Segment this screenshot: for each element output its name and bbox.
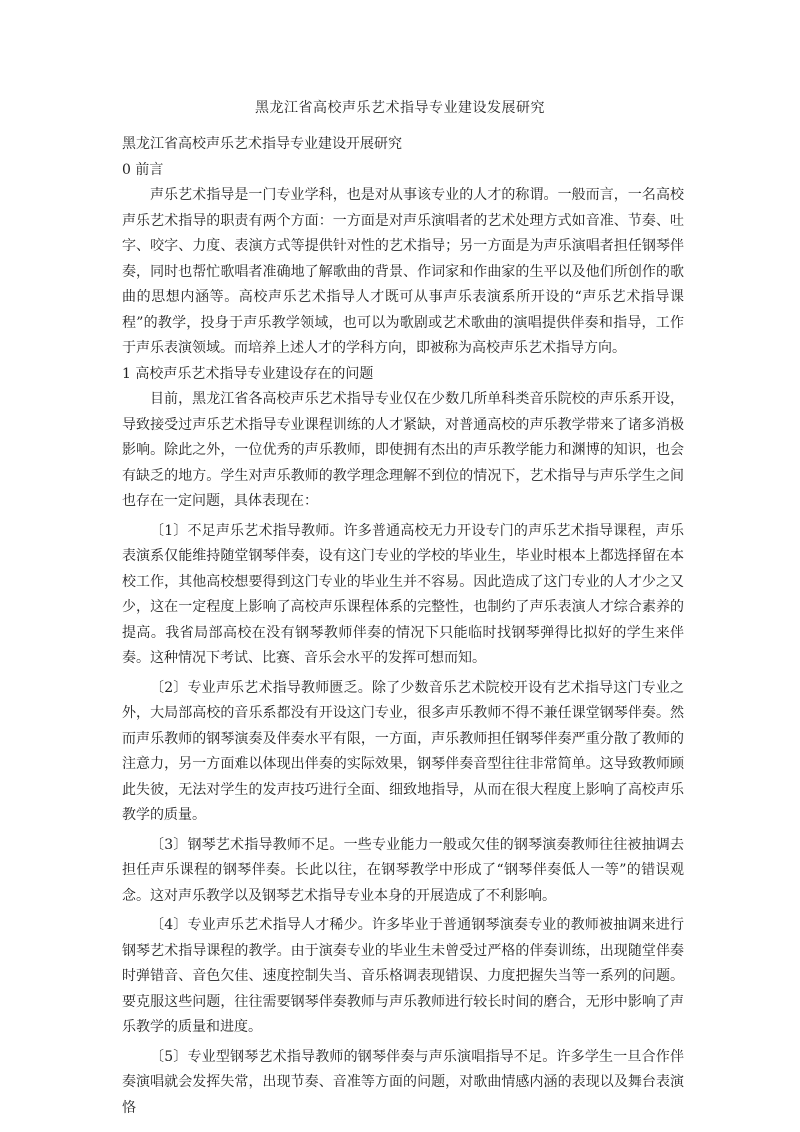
section-heading-problems: 1 高校声乐艺术指导专业建设存在的问题 bbox=[122, 365, 374, 382]
problem-item-2: 〔2〕专业声乐艺术指导教师匮乏。除了少数音乐艺术院校开设有艺术指导这门专业之外，大局部高校的音乐系都没有开设这门专业，很多声乐教师不得不兼任课堂钢琴伴奏。然而声乐教师的钢琴演奏及伴奏水平有限，一方面，声乐教师担任钢琴伴奏严重分散了教师的注意力，另一方面难以体现出伴奏的实际效果，钢琴伴奏音型往往非常简单。这导致教师顾此失彼，无法对学生的发声技巧进行全面、细致地指导，从而在很大程度上影响了高校声乐教学的质量。 bbox=[122, 679, 684, 823]
problems-paragraph: 目前，黑龙江省各高校声乐艺术指导专业仅在少数几所单科类音乐院校的声乐系开设，导致接受过声乐艺术指导专业课程训练的人才紧缺，对普通高校的声乐教学带来了诸多消极影响。除此之外，一位优秀的声乐教师，即使拥有杰出的声乐教学能力和渊博的知识，也会有缺乏的地方。学生对声乐教师的教学理念理解不到位的情况下，艺术指导与声乐学生之间也存在一定问题，具体表现在： bbox=[122, 391, 684, 509]
problem-item-4: 〔4〕专业声乐艺术指导人才稀少。许多毕业于普通钢琴演奏专业的教师被抽调来进行钢琴艺术指导课程的教学。由于演奏专业的毕业生未曾受过严格的伴奏训练，出现随堂伴奏时弹错音、音色欠佳、速度控制失当、音乐格调表现错误、力度把握失当等一系列的问题。要克服这些问题，往往需要钢琴伴奏教师与声乐教师进行较长时间的磨合，无形中影响了声乐教学的质量和进度。 bbox=[122, 917, 684, 1035]
preface-paragraph: 声乐艺术指导是一门专业学科，也是对从事该专业的人才的称谓。一般而言，一名高校声乐艺术指导的职责有两个方面：一方面是对声乐演唱者的艺术处理方式如音准、节奏、吐字、咬字、力度、表演方式等提供针对性的艺术指导；另一方面是为声乐演唱者担任钢琴伴奏，同时也帮忙歌唱者准确地了解歌曲的背景、作词家和作曲家的生平以及他们所创作的歌曲的思想内涵等。高校声乐艺术指导人才既可从事声乐表演系所开设的“声乐艺术指导课程”的教学，投身于声乐教学领域，也可以为歌剧或艺术歌曲的演唱提供伴奏和指导，工作于声乐表演领域。而培养上述人才的学科方向，即被称为高校声乐艺术指导方向。 bbox=[122, 187, 684, 356]
document-subtitle: 黑龙江省高校声乐艺术指导专业建设开展研究 bbox=[122, 136, 402, 152]
problem-item-5: 〔5〕专业型钢琴艺术指导教师的钢琴伴奏与声乐演唱指导不足。许多学生一旦合作伴奏演唱就会发挥失常，出现节奏、音准等方面的问题，对歌曲情感内涵的表现以及舞台表演恪 bbox=[122, 1048, 684, 1116]
document-title: 黑龙江省高校声乐艺术指导专业建设发展研究 bbox=[255, 100, 545, 116]
problem-item-1: 〔1〕不足声乐艺术指导教师。许多普通高校无力开设专门的声乐艺术指导课程，声乐表演系仅能维持随堂钢琴伴奏，设有这门专业的学校的毕业生，毕业时根本上都选择留在本校工作，其他高校想要得到这门专业的毕业生并不容易。因此造成了这门专业的人才少之又少，这在一定程度上影响了高校声乐课程体系的完整性，也制约了声乐表演人才综合素养的提高。我省局部高校在没有钢琴教师伴奏的情况下只能临时找钢琴弹得比拟好的学生来伴奏。这种情况下考试、比赛、音乐会水平的发挥可想而知。 bbox=[122, 522, 684, 666]
problem-item-3: 〔3〕钢琴艺术指导教师不足。一些专业能力一般或欠佳的钢琴演奏教师往往被抽调去担任声乐课程的钢琴伴奏。长此以往，在钢琴教学中形成了“钢琴伴奏低人一等”的错误观念。这对声乐教学以及钢琴艺术指导专业本身的开展造成了不利影响。 bbox=[122, 836, 684, 904]
section-heading-preface: 0 前言 bbox=[122, 161, 164, 178]
document-body bbox=[122, 132, 684, 1121]
